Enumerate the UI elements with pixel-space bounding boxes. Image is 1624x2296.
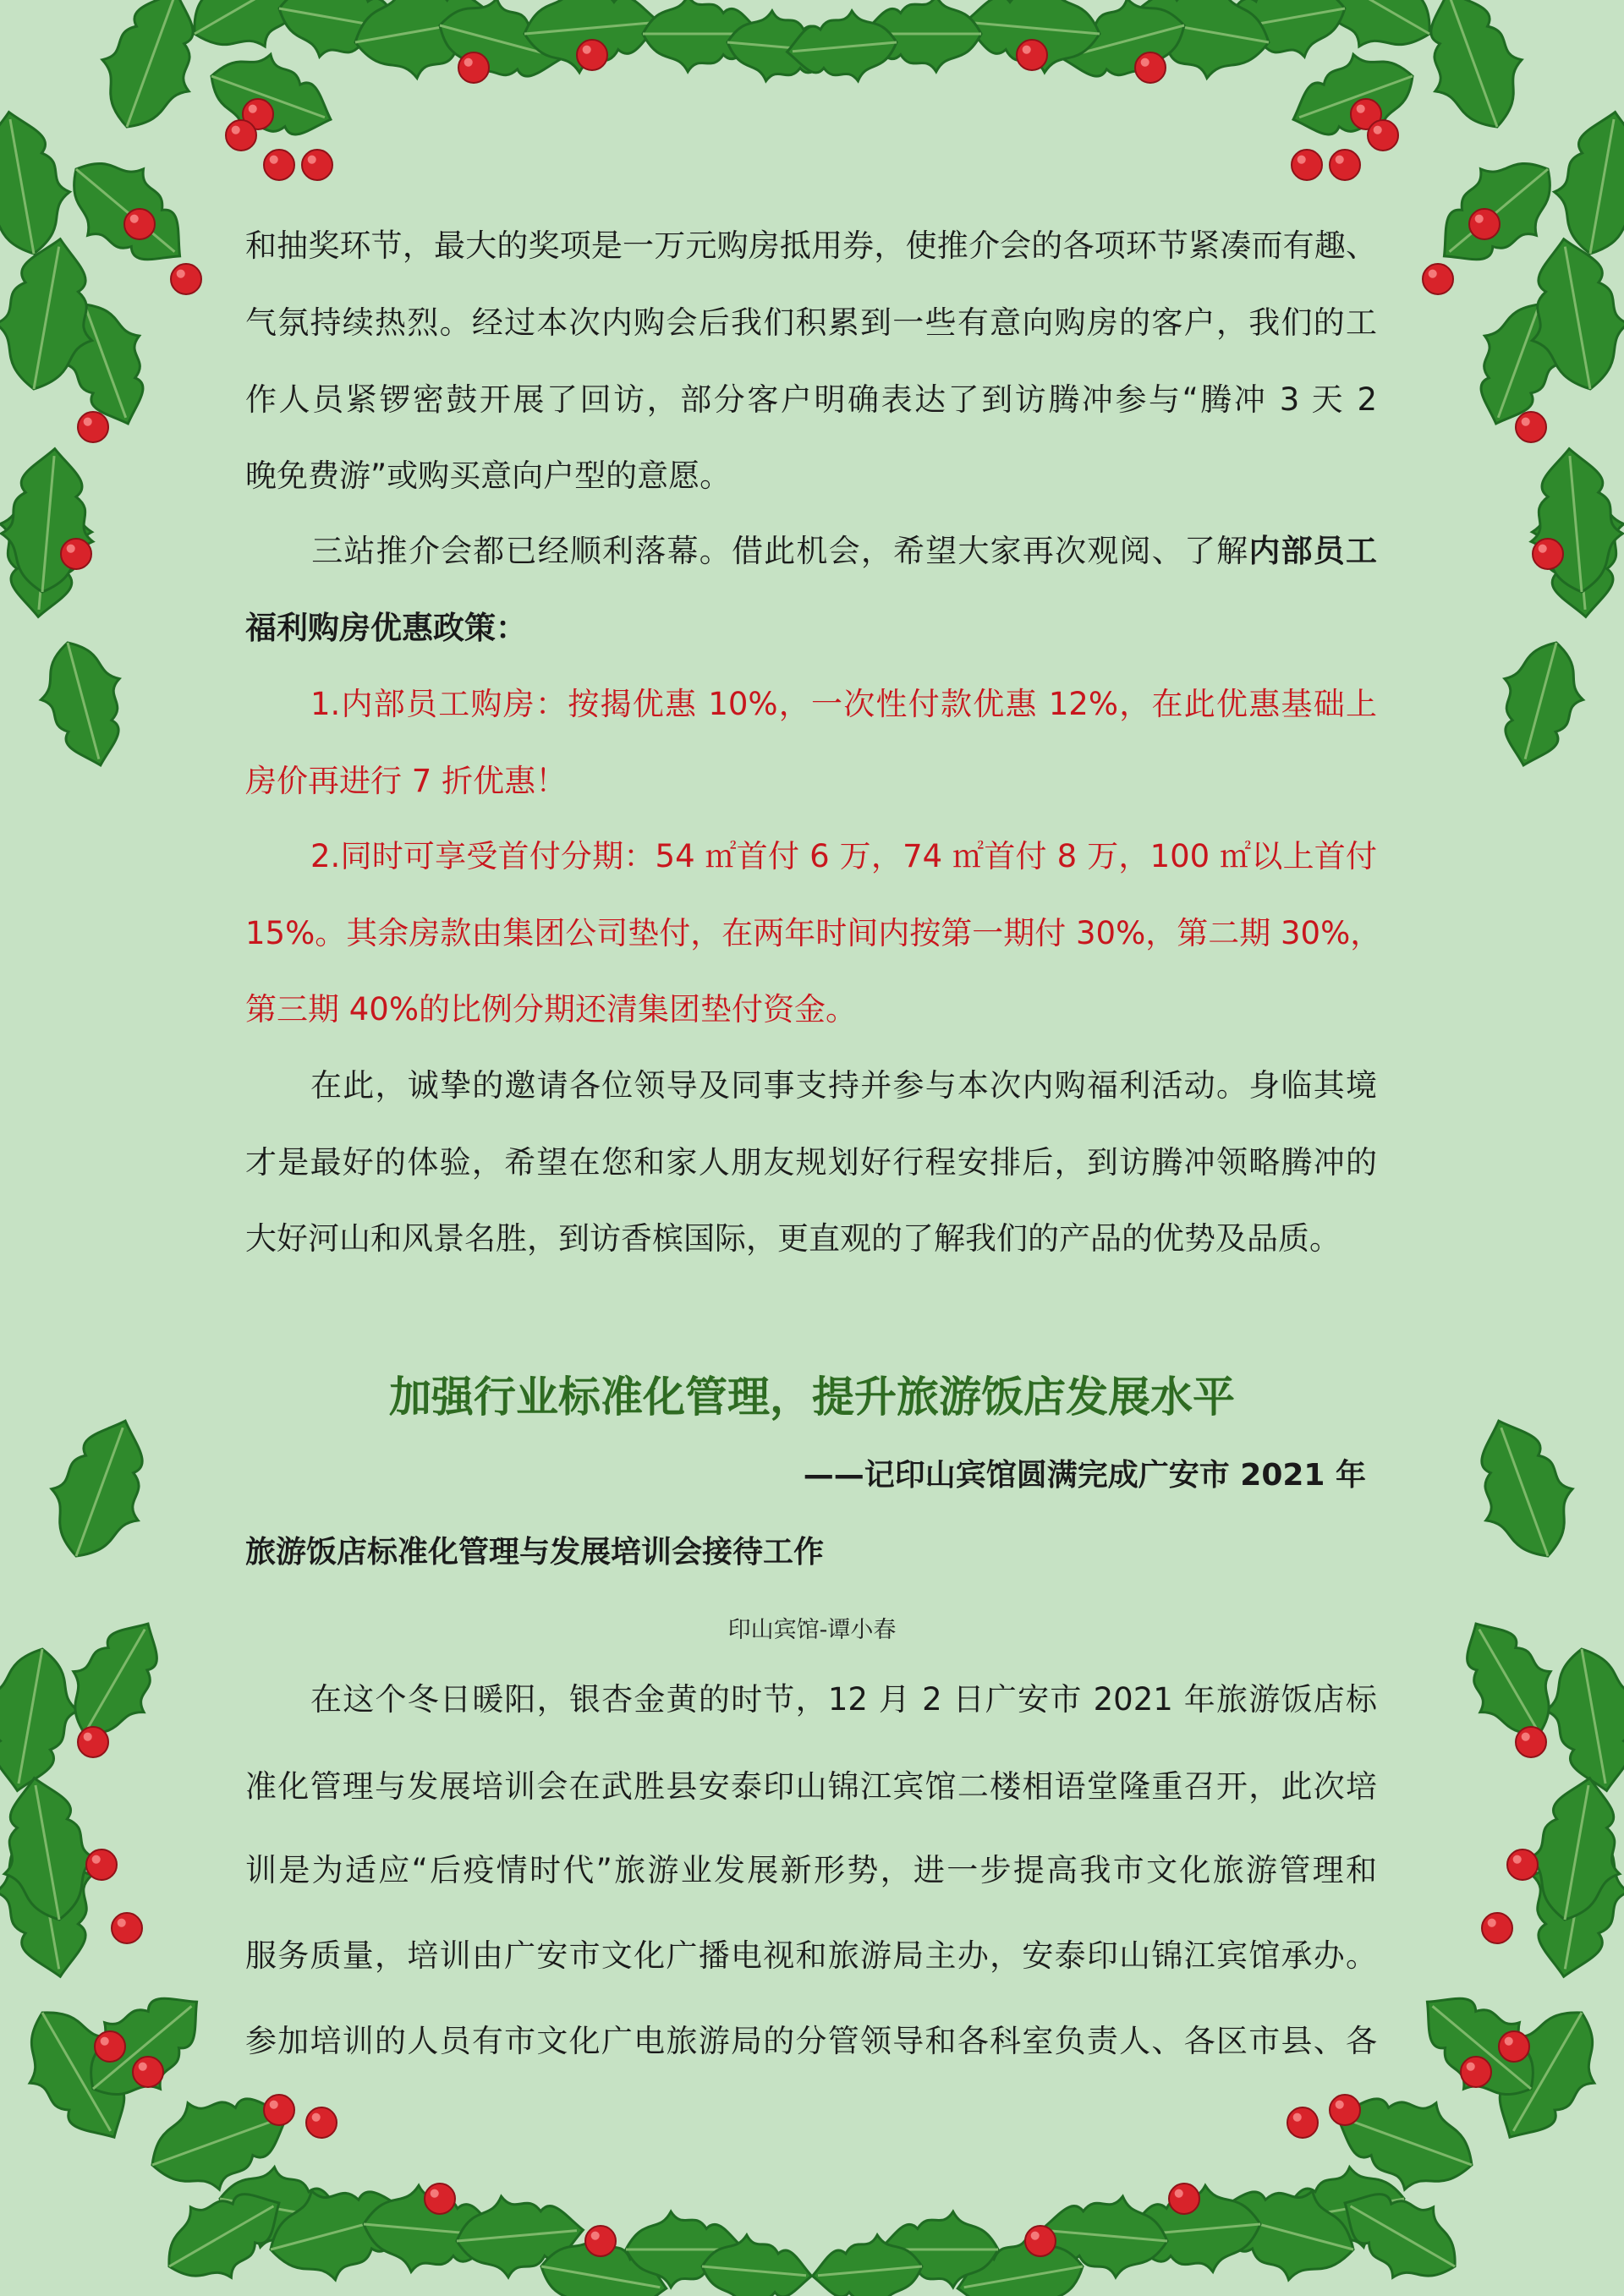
article2-subtitle-line-2: 旅游饭店标准化管理与发展培训会接待工作	[245, 1535, 825, 1570]
holly-berry	[78, 1727, 108, 1757]
holly-berry	[124, 209, 155, 239]
holly-berry	[1423, 264, 1453, 294]
holly-berry	[1516, 412, 1546, 442]
holly-berry	[133, 2057, 163, 2087]
holly-berry	[585, 2226, 616, 2256]
holly-berry	[86, 1849, 117, 1880]
article1-paragraph2-bold: 内部员工	[1248, 533, 1378, 569]
holly-berry	[425, 2184, 455, 2214]
article2-subtitle-line-1: ——记印山宾馆圆满完成广安市 2021 年	[803, 1458, 1366, 1493]
holly-leaf	[29, 633, 140, 776]
article2-title: 加强行业标准化管理，提升旅游饭店发展水平	[389, 1373, 1235, 1422]
holly-leaf	[1536, 1641, 1624, 1799]
holly-berry	[1330, 150, 1360, 180]
holly-berry	[1368, 120, 1398, 151]
holly-berry	[61, 539, 91, 569]
article1-line-3: 作人员紧锣密鼓开展了回访，部分客户明确表达了到访腾冲参与“腾冲 3 天 2	[245, 381, 1377, 418]
holly-berry	[306, 2107, 337, 2138]
holly-berry	[458, 52, 489, 83]
holly-berry	[78, 412, 108, 442]
holly-berry	[1025, 2226, 1056, 2256]
holly-berry	[171, 264, 201, 294]
policy-2-line-2: 15%。其余房款由集团公司垫付，在两年时间内按第一期付 30%，第二期 30%，	[245, 915, 1382, 951]
holly-berry	[1469, 209, 1500, 239]
article1-closing-line-3: 大好河山和风景名胜，到访香槟国际，更直观的了解我们的产品的优势及品质。	[245, 1220, 1341, 1257]
holly-berry	[1135, 52, 1166, 83]
holly-berry	[1461, 2057, 1491, 2087]
article2-line-1: 在这个冬日暖阳，银杏金黄的时节，12 月 2 日广安市 2021 年旅游饭店标	[310, 1681, 1377, 1718]
holly-berry	[95, 2031, 125, 2062]
article1-paragraph2-line-2: 福利购房优惠政策：	[245, 610, 527, 646]
article1-closing-line-2: 才是最好的体验，希望在您和家人朋友规划好行程安排后，到访腾冲领略腾冲的	[245, 1144, 1377, 1181]
article2-byline: 印山宾馆-谭小春	[727, 1617, 897, 1643]
holly-berry	[1287, 2107, 1318, 2138]
holly-berry	[226, 120, 256, 151]
holly-berry	[264, 150, 294, 180]
policy-2-line-3: 第三期 40%的比例分期还清集团垫付资金。	[245, 991, 857, 1027]
holly-leaf	[1280, 38, 1427, 158]
article2-line-3: 训是为适应“后疫情时代”旅游业发展新形势，进一步提高我市文化旅游管理和	[245, 1852, 1377, 1888]
policy-1-line-1: 1.内部员工购房：按揭优惠 10%，一次性付款优惠 12%，在此优惠基础上	[310, 686, 1377, 722]
holly-berry	[1482, 1913, 1512, 1943]
article1-closing-line-1: 在此，诚挚的邀请各位领导及同事支持并参与本次内购福利活动。身临其境	[310, 1067, 1377, 1104]
holly-berry	[577, 40, 607, 70]
holly-leaf	[0, 104, 80, 261]
holly-berry	[302, 150, 332, 180]
article1-line-4: 晚免费游”或购买意向户型的意愿。	[245, 458, 732, 494]
article1-line-1: 和抽奖环节，最大的奖项是一万元购房抵用券，使推介会的各项环节紧凑而有趣、	[245, 227, 1377, 264]
article1-line-2: 气氛持续热烈。经过本次内购会后我们积累到一些有意向购房的客户，我们的工	[245, 304, 1377, 341]
holly-leaf	[33, 1406, 168, 1572]
article2-line-5: 参加培训的人员有市文化广电旅游局的分管领导和各科室负责人、各区市县、各	[245, 2023, 1377, 2059]
holly-berry	[112, 1913, 142, 1943]
holly-leaf	[1456, 1406, 1591, 1572]
holly-berry	[1499, 2031, 1529, 2062]
holly-berry	[1516, 1727, 1546, 1757]
article1-paragraph2-text: 三站推介会都已经顺利落幕。借此机会，希望大家再次观阅、了解	[310, 533, 1249, 569]
holly-berry	[264, 2095, 294, 2125]
holly-berry	[1330, 2095, 1360, 2125]
policy-2-line-1: 2.同时可享受首付分期：54 ㎡首付 6 万，74 ㎡首付 8 万，100 ㎡以上首付	[310, 838, 1377, 874]
article2-line-4: 服务质量，培训由广安市文化广播电视和旅游局主办，安泰印山锦江宾馆承办。	[245, 1937, 1377, 1974]
policy-1-line-2: 房价再进行 7 折优惠！	[245, 763, 568, 799]
holly-berry	[1533, 539, 1563, 569]
article1-paragraph2-line-1	[245, 535, 1377, 567]
holly-leaf	[1544, 104, 1624, 261]
article2-line-2: 准化管理与发展培训会在武胜县安泰印山锦江宾馆二楼相语堂隆重召开，此次培	[245, 1768, 1377, 1805]
holly-berry	[1292, 150, 1322, 180]
holly-leaf	[1484, 633, 1596, 776]
holly-berry	[1017, 40, 1047, 70]
holly-berry	[1169, 2184, 1199, 2214]
holly-leaf	[198, 38, 345, 158]
holly-berry	[1507, 1849, 1538, 1880]
holly-leaf	[0, 1641, 88, 1799]
